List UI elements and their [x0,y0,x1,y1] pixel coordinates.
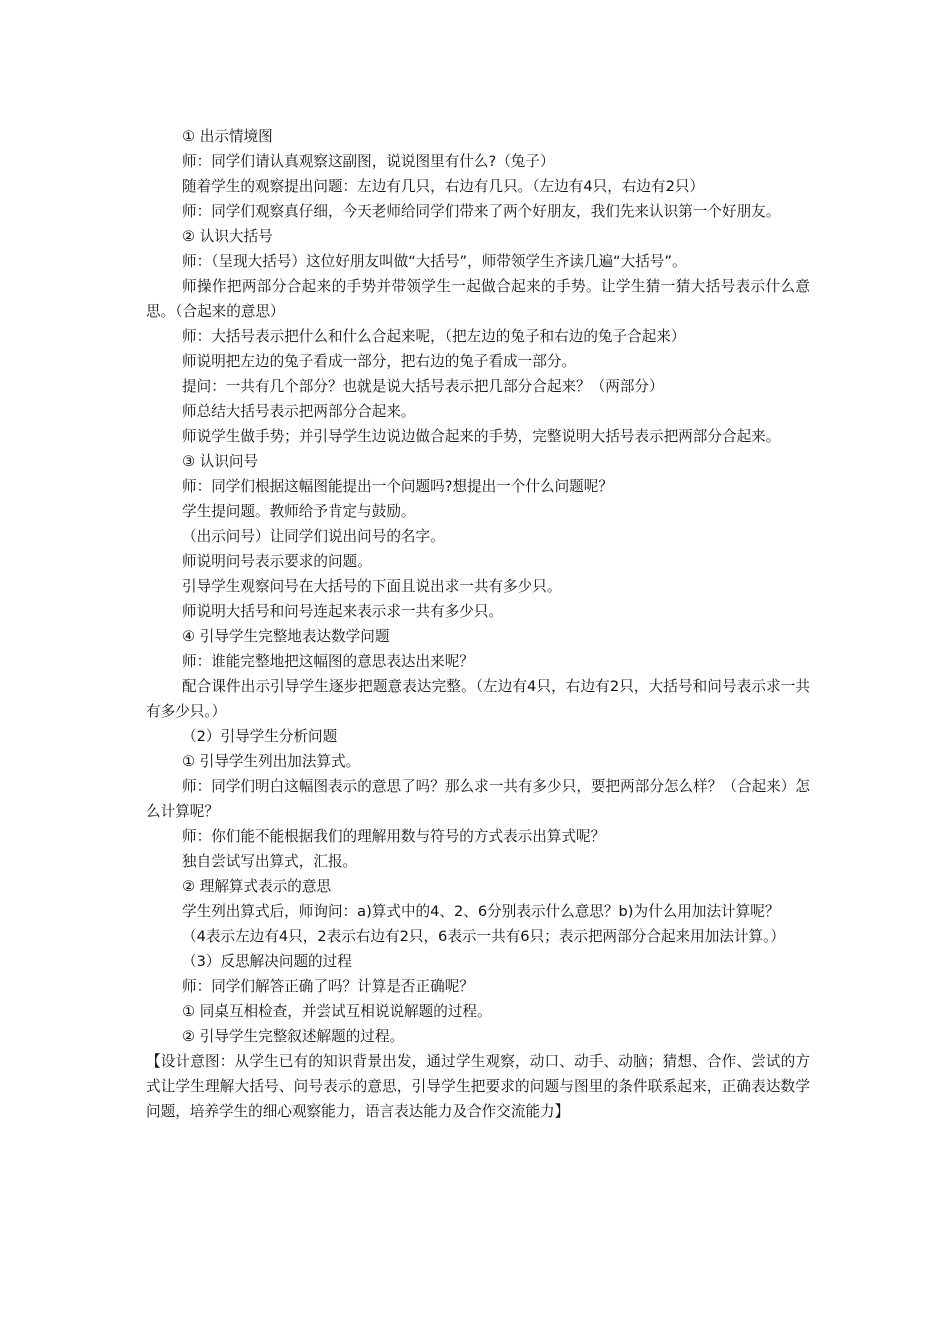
paragraph: ④ 引导学生完整地表达数学问题 [182,628,390,645]
paragraph: 师操作把两部分合起来的手势并带领学生一起做合起来的手势。让学生猜一猜大括号表示什么意思。（合起来的意思） [146,278,810,320]
paragraph: ② 理解算式表示的意思 [182,878,332,895]
paragraph: 师：大括号表示把什么和什么合起来呢，（把左边的兔子和右边的兔子合起来） [182,328,686,345]
paragraph: ② 认识大括号 [182,228,273,245]
paragraph: ③ 认识问号 [182,453,259,470]
paragraph: （4表示左边有4只，2表示右边有2只，6表示一共有6只；表示把两部分合起来用加法计算。） [182,928,785,945]
paragraph: 配合课件出示引导学生逐步把题意表达完整。（左边有4只，右边有2只，大括号和问号表示求一共有多少只。） [146,678,810,720]
paragraph: 师：你们能不能根据我们的理解用数与符号的方式表示出算式呢？ [182,828,606,845]
paragraph: ② 引导学生完整叙述解题的过程。 [182,1028,405,1045]
paragraph: ① 出示情境图 [182,128,273,145]
paragraph: （3）反思解决问题的过程 [182,953,352,970]
paragraph: 学生列出算式后，师询问：a)算式中的4、2、6分别表示什么意思？b)为什么用加法计算呢？ [182,903,780,920]
paragraph: 师：谁能完整地把这幅图的意思表达出来呢？ [182,653,474,670]
paragraph: （2）引导学生分析问题 [182,728,338,745]
paragraph: ① 同桌互相检查，并尝试互相说说解题的过程。 [182,1003,492,1020]
paragraph: 师说明把左边的兔子看成一部分，把右边的兔子看成一部分。 [182,353,577,370]
paragraph: 引导学生观察问号在大括号的下面且说出求一共有多少只。 [182,578,562,595]
paragraph: 师：同学们解答正确了吗？计算是否正确呢？ [182,978,474,995]
paragraph: 师：同学们根据这幅图能提出一个问题吗?想提出一个什么问题呢？ [182,478,613,495]
paragraph: 独自尝试写出算式，汇报。 [182,853,358,870]
paragraph: 师说学生做手势；并引导学生边说边做合起来的手势，完整说明大括号表示把两部分合起来。 [182,428,781,445]
paragraph: 师：（呈现大括号）这位好朋友叫做“大括号”，师带领学生齐读几遍“大括号”。 [182,253,687,270]
paragraph: ① 引导学生列出加法算式。 [182,753,361,770]
document-page [146,124,810,1124]
design-intent-paragraph: 【设计意图：从学生已有的知识背景出发，通过学生观察，动口、动手、动脑；猜想、合作、尝试的方式让学生理解大括号、问号表示的意思，引导学生把要求的问题与图里的条件联系起来，正确表达数学问题，培养学生的细心观察能力，语言表达能力及合作交流能力】 [146,1053,810,1120]
paragraph: 师说明大括号和问号连起来表示求一共有多少只。 [182,603,504,620]
paragraph: 随着学生的观察提出问题：左边有几只，右边有几只。（左边有4只，右边有2只） [182,178,705,195]
paragraph: 师：同学们明白这幅图表示的意思了吗？那么求一共有多少只，要把两部分怎么样？（合起来）怎么计算呢？ [146,778,810,820]
paragraph: 学生提问题。教师给予肯定与鼓励。 [182,503,416,520]
paragraph: 师总结大括号表示把两部分合起来。 [182,403,416,420]
paragraph: 提问：一共有几个部分？也就是说大括号表示把几部分合起来？（两部分） [182,378,664,395]
paragraph: 师说明问号表示要求的问题。 [182,553,372,570]
paragraph: 师：同学们请认真观察这副图，说说图里有什么?（兔子） [182,153,555,170]
paragraph: （出示问号）让同学们说出问号的名字。 [182,528,445,545]
paragraph: 师：同学们观察真仔细，今天老师给同学们带来了两个好朋友，我们先来认识第一个好朋友。 [182,203,781,220]
